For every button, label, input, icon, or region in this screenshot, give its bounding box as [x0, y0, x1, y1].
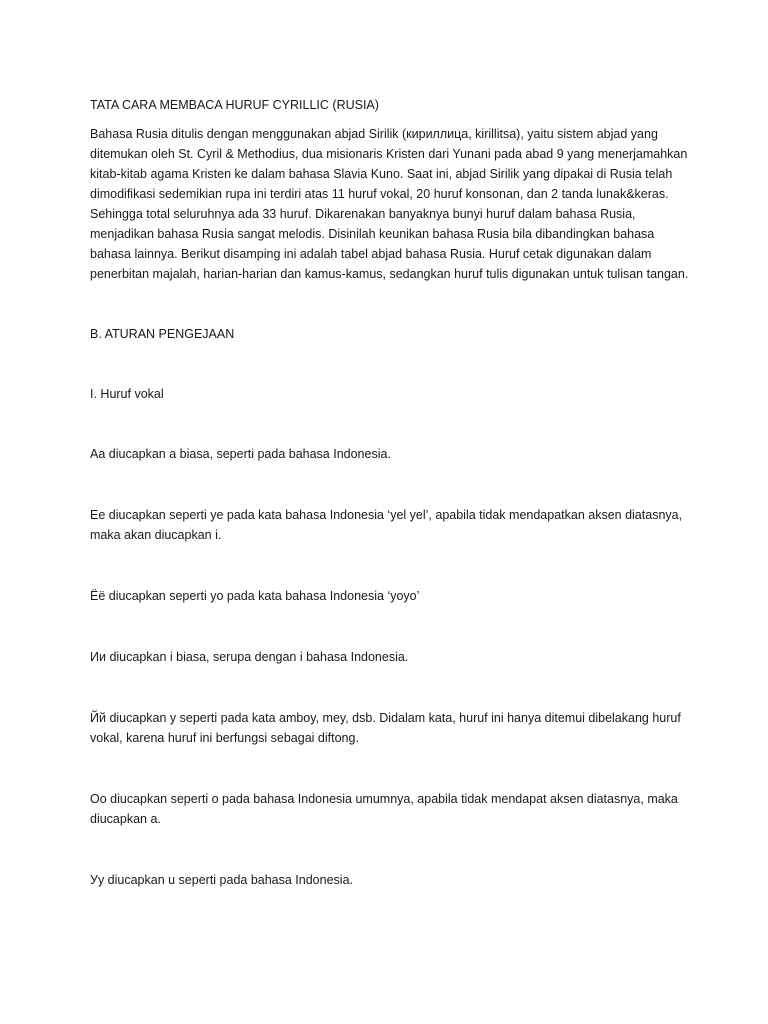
rule-paragraph-u: Уу diucapkan u seperti pada bahasa Indonesia.: [90, 873, 353, 887]
document-body: [90, 95, 690, 931]
intro-paragraph: Bahasa Rusia ditulis dengan menggunakan abjad Sirilik (кириллица, kirillitsa), yaitu sistem abjad yang ditemukan oleh St. Cyril & Methodius, dua misionaris Kristen dari Yunani pada abad 9 yang menerjamahkan kitab-kitab agama Kristen ke dalam bahasa Slavia Kuno. Saat ini, abjad Sirilik yang dipakai di Rusia telah dimodifikasi sedemikian rupa ini terdiri atas 11 huruf vokal, 20 huruf konsonan, dan 2 tanda lunak&keras. Sehingga total seluruhnya ada 33 huruf. Dikarenakan banyaknya bunyi huruf dalam bahasa Rusia, menjadikan bahasa Rusia sangat melodis. Disinilah keunikan bahasa Rusia bila dibandingkan bahasa bahasa lainnya. Berikut disamping ini adalah tabel abjad bahasa Rusia. Huruf cetak digunakan dalam penerbitan majalah, harian-harian dan kamus-kamus, sedangkan huruf tulis digunakan untuk tulisan tangan.: [90, 127, 689, 281]
rule-paragraph-e: Ee diucapkan seperti ye pada kata bahasa Indonesia ‘yel yel’, apabila tidak mendapatkan aksen diatasnya, maka akan diucapkan i.: [90, 508, 683, 542]
section-heading: B. ATURAN PENGEJAAN: [90, 327, 235, 341]
rule-paragraph-a: Aa diucapkan a biasa, seperti pada bahasa Indonesia.: [90, 447, 391, 461]
rule-paragraph-yo: Ёё diucapkan seperti yo pada kata bahasa Indonesia ‘yoyo’: [90, 589, 420, 603]
rule-paragraph-short-i: Йй diucapkan y seperti pada kata amboy, mey, dsb. Didalam kata, huruf ini hanya ditemui dibelakang huruf vokal, karena huruf ini berfungsi sebagai diftong.: [90, 711, 681, 745]
rule-paragraph-i: Ии diucapkan i biasa, serupa dengan i bahasa Indonesia.: [90, 650, 409, 664]
sub-heading-vowels: I. Huruf vokal: [90, 387, 164, 401]
document-title: TATA CARA MEMBACA HURUF CYRILLIC (RUSIA): [90, 98, 379, 112]
rule-paragraph-o: Oo diucapkan seperti o pada bahasa Indonesia umumnya, apabila tidak mendapat aksen diatasnya, maka diucapkan a.: [90, 792, 678, 826]
